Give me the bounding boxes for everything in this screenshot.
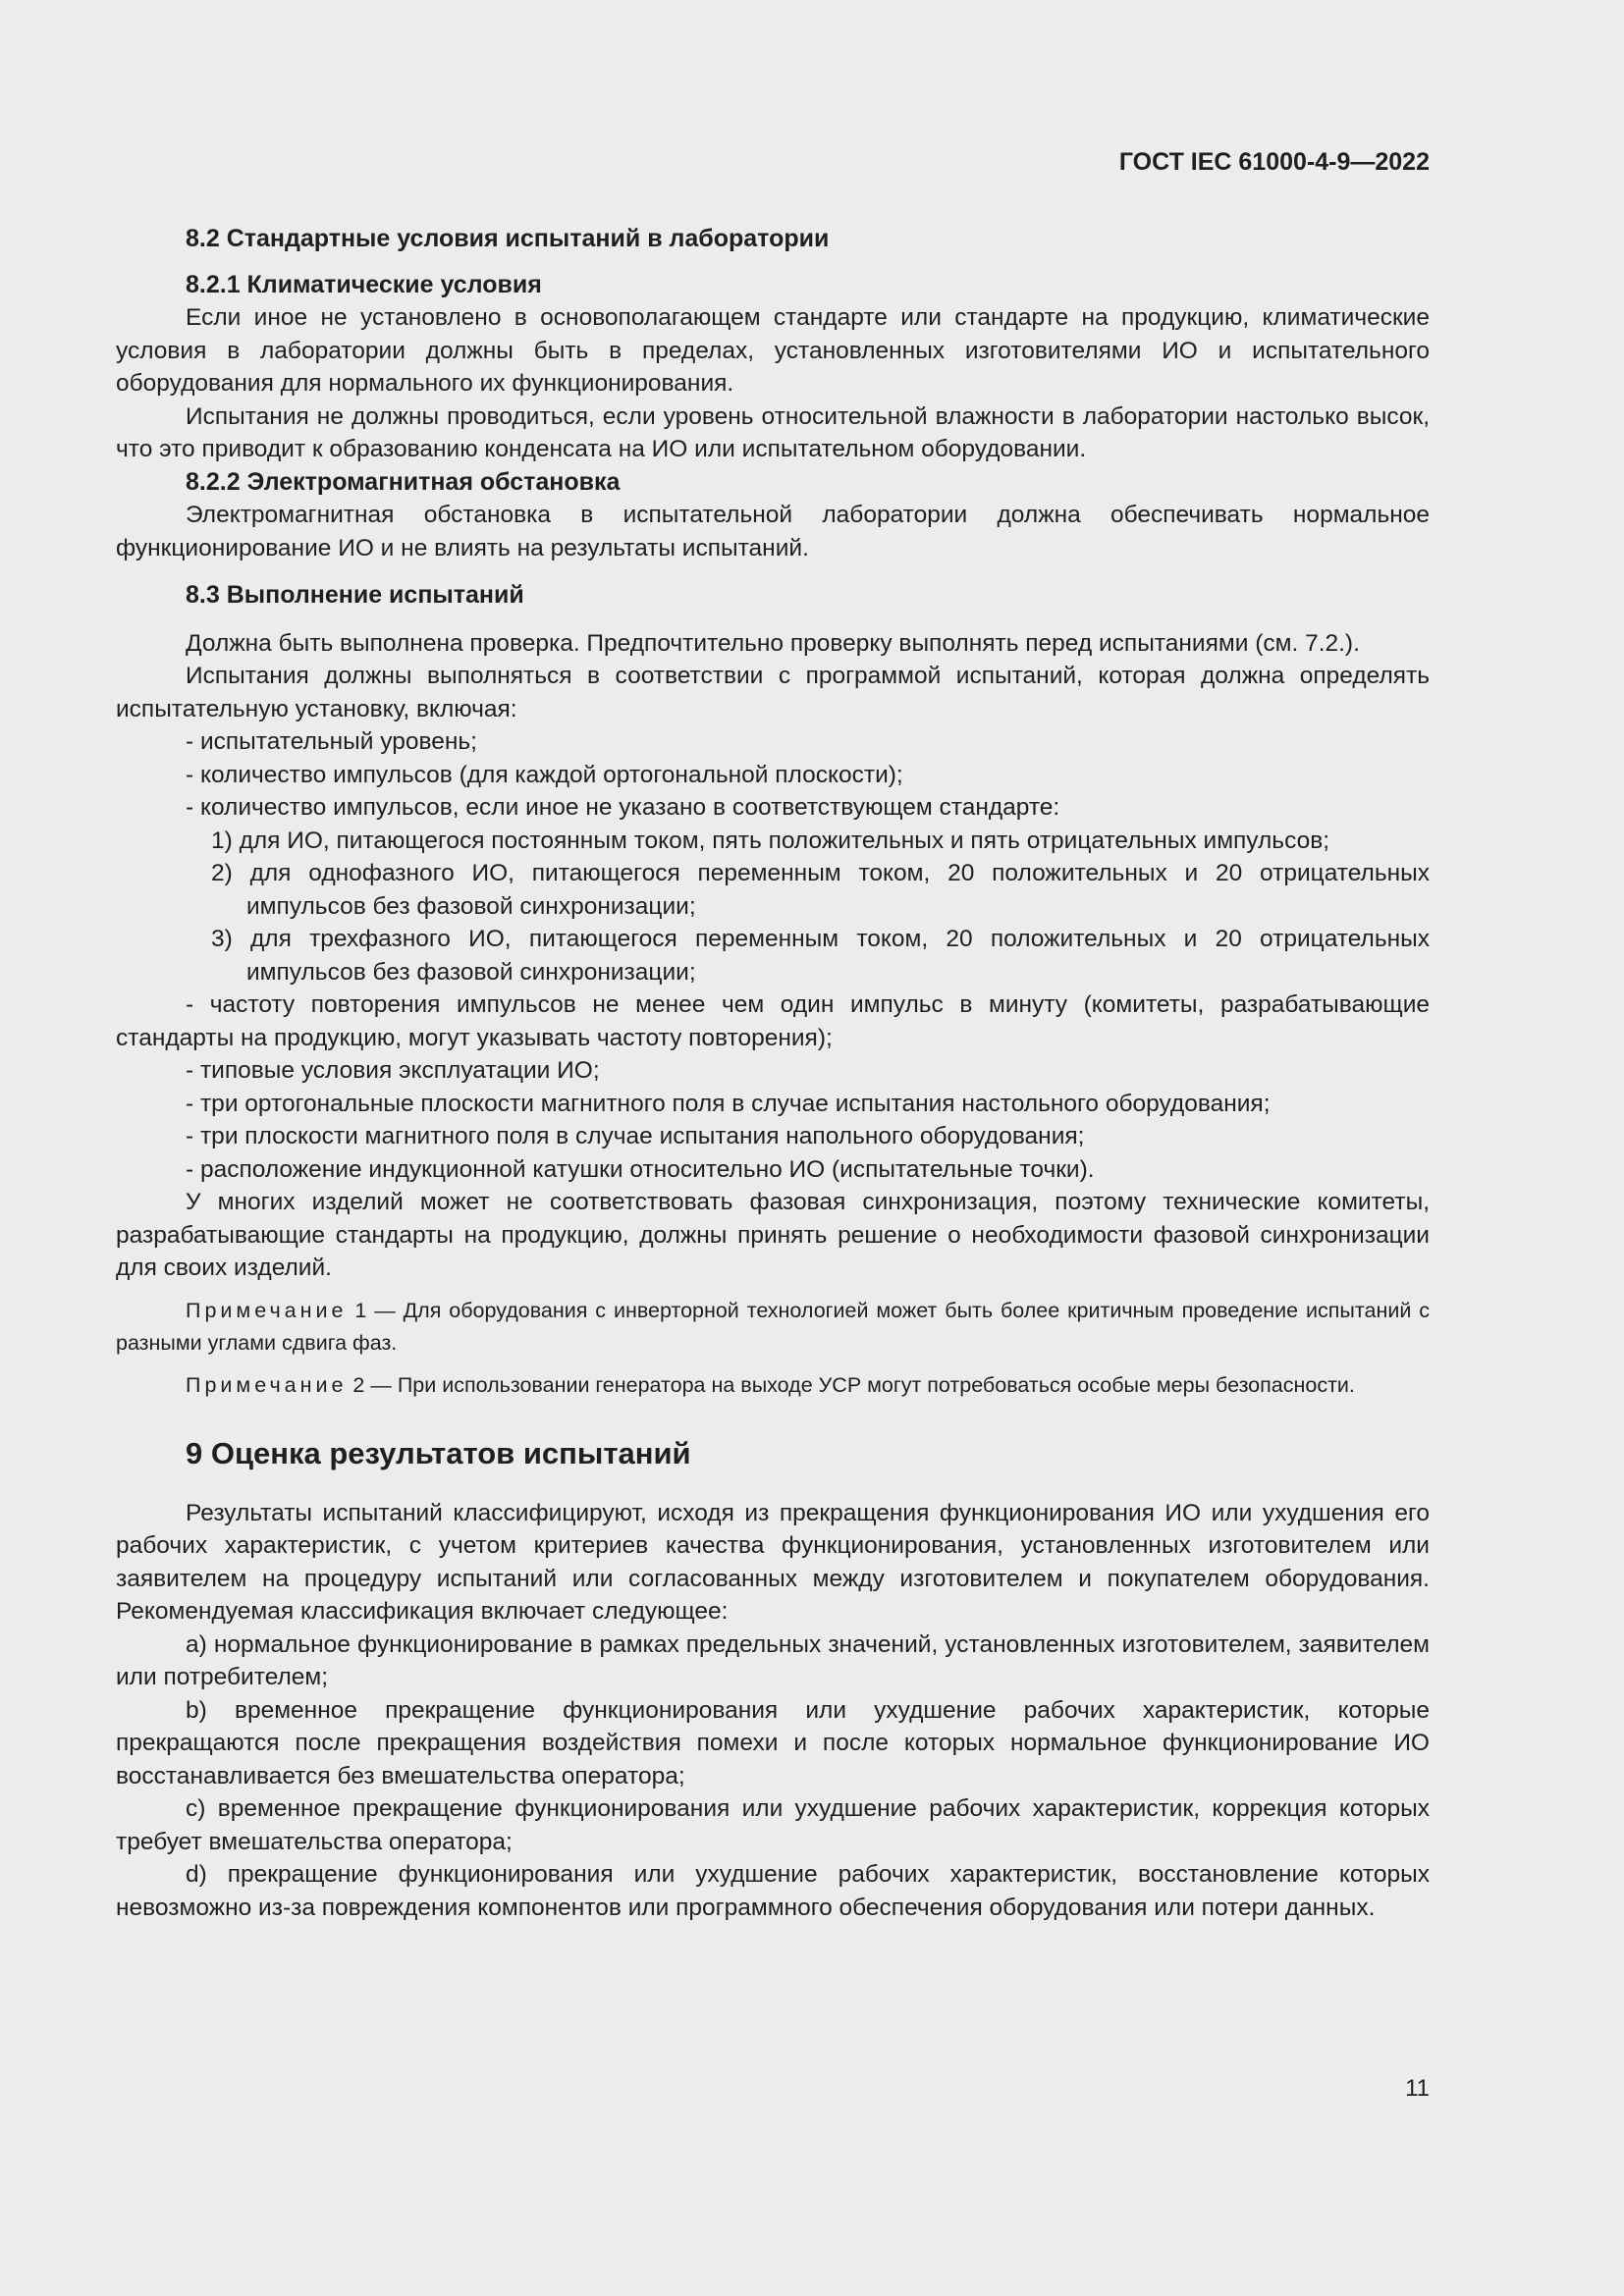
- list-item-a: a) нормальное функционирование в рамках предельных значений, установленных изготовителем, заявителем или потребителем;: [116, 1630, 1430, 1690]
- document-id: ГОСТ IEC 61000-4-9—2022: [1118, 148, 1430, 176]
- paragraph: Испытания не должны проводиться, если уровень относительной влажности в лаборатории настолько высок, что это приводит к образованию конденсата на ИО или испытательном оборудовании.: [116, 402, 1430, 462]
- section-9-title: 9 Оценка результатов испытаний: [186, 1435, 691, 1470]
- list-item: - испытательный уровень;: [186, 728, 477, 755]
- paragraph: Если иное не установлено в основополагающем стандарте или стандарте на продукцию, климатические условия в лаборатории должны быть в пределах, установленных изготовителями ИО и испытательного оборудования для нормального их функционирования.: [116, 304, 1430, 397]
- note-label: Примечание: [186, 1298, 348, 1322]
- list-item: - количество импульсов (для каждой ортогональной плоскости);: [186, 761, 903, 788]
- section-8-2-1-title: 8.2.1 Климатические условия: [186, 270, 542, 298]
- list-item: - типовые условия эксплуатации ИО;: [186, 1057, 600, 1084]
- document-body: [116, 223, 1430, 1924]
- list-item: - расположение индукционной катушки относительно ИО (испытательные точки).: [186, 1155, 1095, 1183]
- list-item-d: d) прекращение функционирования или ухудшение рабочих характеристик, восстановление которых невозможно из-за повреждения компонентов или программного обеспечения оборудования или потери данных.: [116, 1861, 1430, 1921]
- list-item: - три ортогональные плоскости магнитного поля в случае испытания настольного оборудования;: [186, 1090, 1271, 1117]
- paragraph: Результаты испытаний классифицируют, исходя из прекращения функционирования ИО или ухудшения его рабочих характеристик, с учетом критериев качества функционирования, установленных изготовителем или заявителем на процедуру испытаний или согласованных между изготовителем и покупателем оборудования. Рекомендуемая классификация включает следующее:: [116, 1499, 1430, 1625]
- section-8-3-title: 8.3 Выполнение испытаний: [186, 581, 524, 609]
- note-text: 2 — При использовании генератора на выходе УСР могут потребоваться особые меры безопасности.: [347, 1372, 1355, 1397]
- paragraph: Электромагнитная обстановка в испытательной лаборатории должна обеспечивать нормальное функционирование ИО и не влиять на результаты испытаний.: [116, 502, 1430, 561]
- note-1: [116, 1295, 1430, 1360]
- section-8-2-title: 8.2 Стандартные условия испытаний в лаборатории: [186, 225, 830, 252]
- paragraph: Должна быть выполнена проверка. Предпочтительно проверку выполнять перед испытаниями (см. 7.2.).: [186, 629, 1360, 657]
- list-item-c: c) временное прекращение функционирования или ухудшение рабочих характеристик, коррекция которых требует вмешательства оператора;: [116, 1795, 1430, 1855]
- page-number: 11: [1405, 2075, 1430, 2102]
- list-item-b: b) временное прекращение функционирования или ухудшение рабочих характеристик, которые прекращаются после прекращения воздействия помехи и после которых нормальное функционирование ИО восстанавливается без вмешательства оператора;: [116, 1696, 1430, 1789]
- note-2: [116, 1369, 1430, 1402]
- note-text: 1 — Для оборудования с инверторной технологией может быть более критичным проведение испытаний с разными углами сдвига фаз.: [116, 1298, 1430, 1355]
- numbered-item: 3) для трехфазного ИО, питающегося переменным током, 20 положительных и 20 отрицательных импульсов без фазовой синхронизации;: [211, 926, 1430, 986]
- list-item: - количество импульсов, если иное не указано в соответствующем стандарте:: [186, 794, 1060, 821]
- paragraph: У многих изделий может не соответствовать фазовая синхронизация, поэтому технические комитеты, разрабатывающие стандарты на продукцию, должны принять решение о необходимости фазовой синхронизации для своих изделий.: [116, 1189, 1430, 1281]
- section-8-2-2-title: 8.2.2 Электромагнитная обстановка: [186, 467, 621, 496]
- numbered-item: 2) для однофазного ИО, питающегося переменным током, 20 положительных и 20 отрицательных импульсов без фазовой синхронизации;: [211, 860, 1430, 920]
- list-item: - частоту повторения импульсов не менее чем один импульс в минуту (комитеты, разрабатывающие стандарты на продукцию, могут указывать частоту повторения);: [116, 991, 1430, 1051]
- numbered-item: 1) для ИО, питающегося постоянным током, пять положительных и пять отрицательных импульсов;: [211, 827, 1330, 854]
- note-label: Примечание: [186, 1372, 348, 1397]
- list-item: - три плоскости магнитного поля в случае испытания напольного оборудования;: [186, 1123, 1085, 1149]
- paragraph: Испытания должны выполняться в соответствии с программой испытаний, которая должна определять испытательную установку, включая:: [116, 663, 1430, 722]
